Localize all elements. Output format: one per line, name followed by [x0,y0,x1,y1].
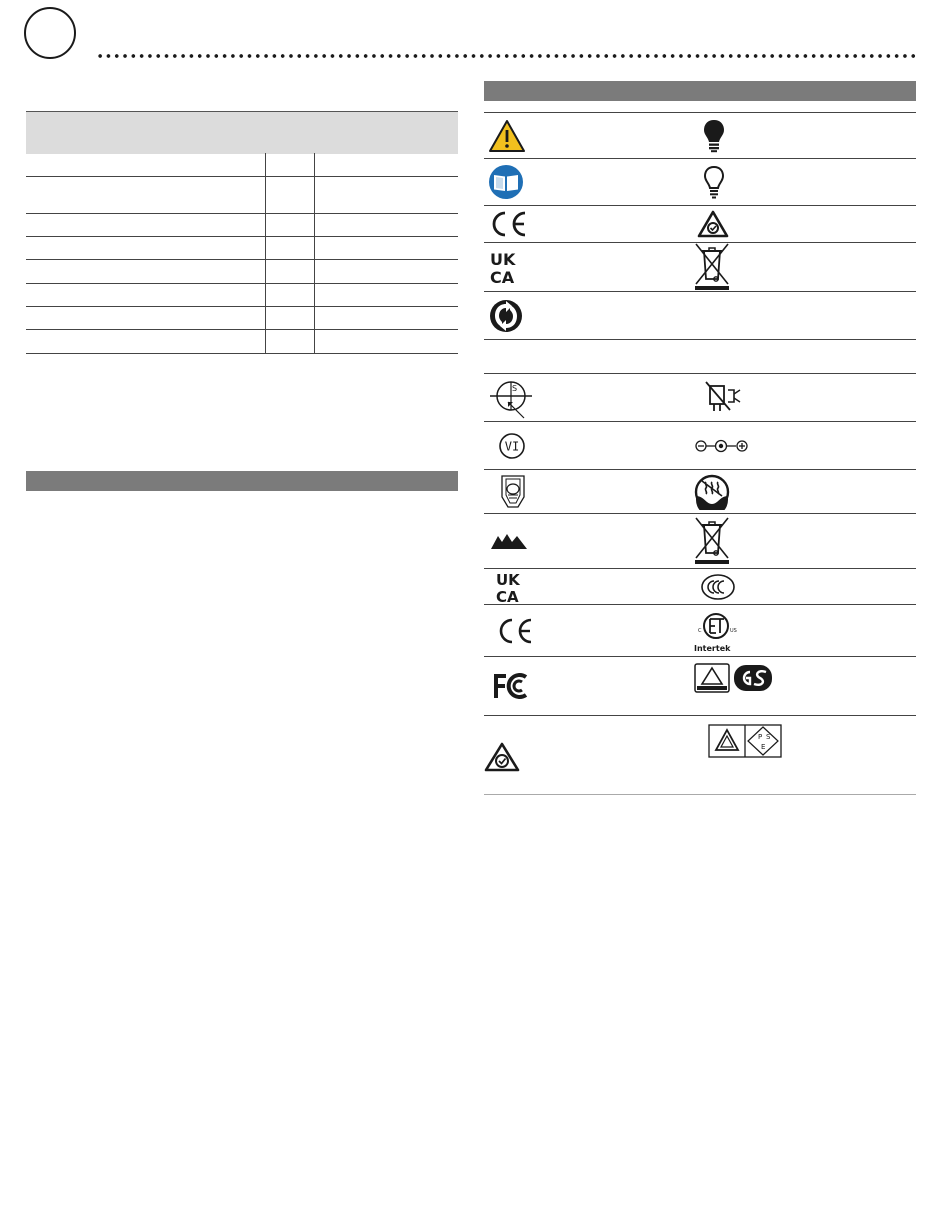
symbol-row [484,374,916,422]
spec-table-header [26,111,458,154]
svg-text:UK: UK [496,570,520,589]
rcm-mark-icon [484,742,520,772]
safety-transformer-icon [488,376,534,420]
svg-text:C: C [698,627,702,634]
table-row [26,214,458,237]
manufacturer-icon [490,532,528,550]
read-manual-icon [488,164,524,200]
lamp-class-icon [498,473,528,511]
svg-text:UK: UK [490,250,516,269]
symbol-row [484,657,916,716]
ukca-mark-icon [488,249,524,285]
table-row [26,153,458,177]
table-row [26,330,458,354]
tuv-gs-mark-icon [694,663,776,693]
weee-bin-icon [694,517,730,565]
green-dot-icon [488,298,524,334]
fcc-mark-icon [492,671,532,701]
language-badge [24,7,76,59]
symbol-row [484,422,916,470]
symbol-row [484,243,916,292]
table-row [26,237,458,260]
table-row [26,307,458,330]
right-section-bar [484,81,916,101]
table-row [26,284,458,307]
left-section-bar [26,471,458,491]
symbol-row [484,716,916,795]
bulb-filled-icon [702,119,726,153]
svg-text:CA: CA [490,268,515,285]
no-plug-transformer-icon [700,380,744,416]
moisture-symbol-icon [694,474,730,510]
dotted-title-rule [96,53,918,59]
symbol-row [484,159,916,206]
ukca-mark-icon [494,570,530,604]
symbol-grid [484,112,916,795]
rcm-mark-icon [697,210,729,238]
ce-mark-icon [496,617,534,645]
symbol-row [484,514,916,569]
svg-text:S: S [766,733,771,741]
symbol-row [484,470,916,514]
ce-mark-icon [488,210,528,238]
dc-polarity-icon [694,436,750,456]
symbol-row [484,292,916,340]
efficiency-level-vi-icon [498,432,526,460]
symbol-row [484,605,916,657]
symbol-row [484,340,916,374]
weee-bin-icon [694,243,730,291]
tuv-pse-mark-icon [708,724,782,758]
bulb-outline-icon [702,165,726,199]
svg-text:E: E [761,743,766,751]
ccc-mark-icon [700,573,736,601]
svg-text:VI: VI [504,439,520,453]
table-row [26,177,458,214]
svg-text:S: S [512,383,518,393]
symbol-row [484,569,916,605]
etl-intertek-icon [694,608,758,654]
svg-text:US: US [730,627,737,634]
symbol-row [484,206,916,243]
svg-text:Intertek: Intertek [694,643,731,653]
symbol-row [484,112,916,159]
warning-triangle-icon [488,119,526,153]
svg-text:CA: CA [496,587,519,604]
svg-text:P: P [758,733,763,741]
spec-table [26,153,458,354]
table-row [26,260,458,284]
